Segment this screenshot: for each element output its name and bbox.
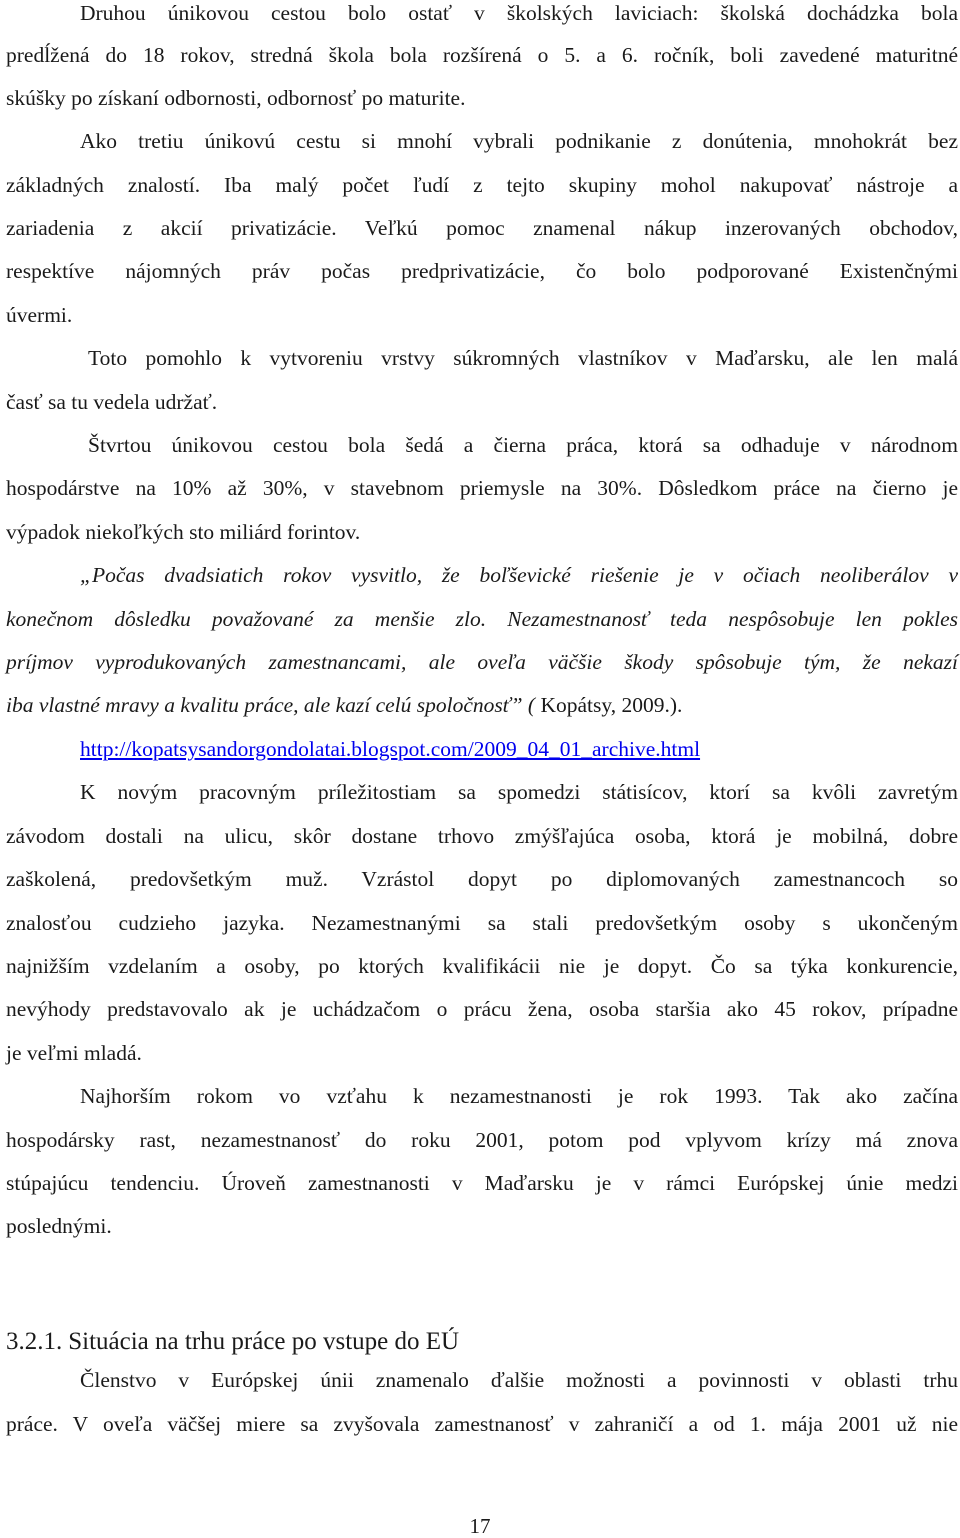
paragraph-2-line-4: respektíve nájomných práv počas predprivatizácie, čo bolo podporované Existenčnými	[6, 259, 958, 283]
paragraph-5-line-1: K novým pracovným príležitostiam sa spomedzi státisícov, ktorí sa kvôli zavretým	[80, 780, 958, 804]
paragraph-5-line-7: je veľmi mladá.	[6, 1041, 142, 1065]
paragraph-2-line-3: zariadenia z akcií privatizácie. Veľkú pomoc znamenal nákup inzerovaných obchodov,	[6, 216, 958, 240]
paragraph-1-line-2: predĺžená do 18 rokov, stredná škola bola rozšírená o 5. a 6. ročník, boli zavedené maturitné	[6, 43, 958, 67]
paragraph-6-line-3: stúpajúcu tendenciu. Úroveň zamestnanosti v Maďarsku je v rámci Európskej únie medzi	[6, 1171, 958, 1195]
page-number: 17	[469, 1514, 491, 1538]
paragraph-1-line-1: Druhou únikovou cestou bolo ostať v školských laviciach: školská dochádzka bola	[80, 1, 958, 25]
paragraph-6-line-2: hospodársky rast, nezamestnanosť do roku 2001, potom pod vplyvom krízy má znova	[6, 1128, 958, 1152]
quote-line-4	[6, 692, 958, 718]
paragraph-5-line-5: najnižším vzdelaním a osoby, po ktorých kvalifikácii nie je dopyt. Čo sa týka konkurencie,	[6, 954, 958, 978]
paragraph-4-line-2: hospodárstve na 10% až 30%, v stavebnom priemysle na 30%. Dôsledkom práce na čierno je	[6, 476, 958, 500]
quote-line-1: „Počas dvadsiatich rokov vysvitlo, že boľševické riešenie je v očiach neoliberálov v	[80, 563, 958, 587]
paragraph-2-line-1: Ako tretiu únikovú cestu si mnohí vybrali podnikanie z donútenia, mnohokrát bez	[80, 129, 958, 153]
paragraph-7-line-2: práce. V oveľa väčšej miere sa zvyšovala zamestnanosť v zahraničí a od 1. mája 2001 už nie	[6, 1412, 958, 1436]
paragraph-5-line-4: znalosťou cudzieho jazyka. Nezamestnanými sa stali predovšetkým osoby s ukončeným	[6, 911, 958, 935]
paragraph-1-line-3: skúšky po získaní odbornosti, odbornosť po maturite.	[6, 86, 466, 110]
quote-source-line	[80, 736, 958, 762]
paragraph-4-line-3: výpadok niekoľkých sto miliárd forintov.	[6, 520, 361, 544]
quote-line-4-italic: iba vlastné mravy a kvalitu práce, ale kazí celú spoločnosť” (	[6, 693, 541, 717]
quote-citation: Kopátsy, 2009.).	[540, 693, 683, 717]
paragraph-3-line-1: Toto pomohlo k vytvoreniu vrstvy súkromných vlastníkov v Maďarsku, ale len malá	[88, 346, 958, 370]
paragraph-2-line-5: úvermi.	[6, 303, 73, 327]
section-title: Situácia na trhu práce po vstupe do EÚ	[68, 1328, 460, 1355]
quote-source-link[interactable]: http://kopatsysandorgondolatai.blogspot.com/2009_04_01_archive.html	[80, 737, 701, 761]
paragraph-6-line-1: Najhorším rokom vo vzťahu k nezamestnanosti je rok 1993. Tak ako začína	[80, 1084, 958, 1108]
paragraph-5-line-6: nevýhody predstavovalo ak je uchádzačom o prácu žena, osoba staršia ako 45 rokov, prípadne	[6, 997, 958, 1021]
paragraph-7-line-1: Členstvo v Európskej únii znamenalo ďalšie možnosti a povinnosti v oblasti trhu	[80, 1368, 958, 1392]
quote-line-3: príjmov vyprodukovaných zamestnancami, ale oveľa väčšie škody spôsobuje tým, že nekazí	[6, 650, 958, 674]
paragraph-4-line-1: Štvrtou únikovou cestou bola šedá a čierna práca, ktorá sa odhaduje v národnom	[88, 433, 958, 457]
section-number: 3.2.1.	[6, 1328, 63, 1355]
section-heading	[6, 1327, 459, 1357]
paragraph-3-line-2: časť sa tu vedela udržať.	[6, 390, 218, 414]
paragraph-5-line-3: zaškolená, predovšetkým muž. Vzrástol dopyt po diplomovaných zamestnancoch so	[6, 867, 958, 891]
quote-line-2: konečnom dôsledku považované za menšie zlo. Nezamestnanosť teda nespôsobuje len pokles	[6, 607, 958, 631]
paragraph-6-line-4: poslednými.	[6, 1214, 112, 1238]
paragraph-2-line-2: základných znalostí. Iba malý počet ľudí z tejto skupiny mohol nakupovať nástroje a	[6, 173, 958, 197]
paragraph-5-line-2: závodom dostali na ulicu, skôr dostane trhovo zmýšľajúca osoba, ktorá je mobilná, dobre	[6, 824, 958, 848]
